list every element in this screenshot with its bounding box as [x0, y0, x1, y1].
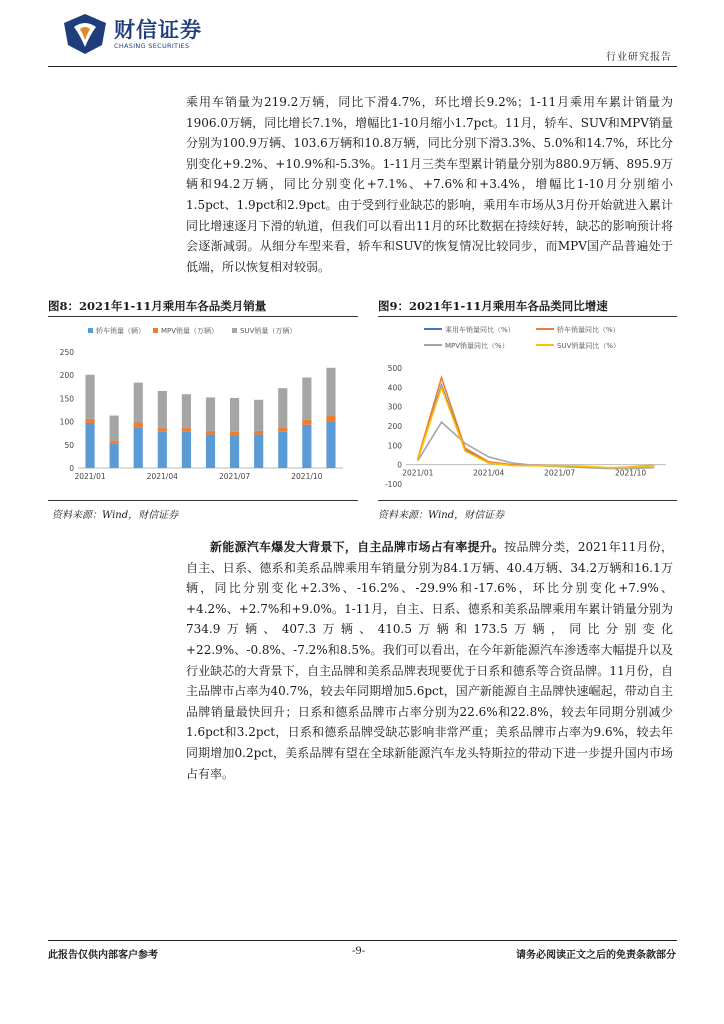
y-tick-label: 300	[387, 402, 402, 412]
figure-8-bottom-rule	[48, 500, 358, 501]
legend-label-2: MPV销量同比（%）	[445, 342, 509, 350]
report-type-label: 行业研究报告	[606, 52, 672, 63]
paragraph-1-text: 乘用车销量为219.2万辆，同比下滑4.7%，环比增长9.2%；1-11月乘用车累计销量为1906.0万辆，同比增长7.1%，增幅比1-10月缩小1.7pct。11月，轿车、SUV和MPV销量分别为100.9万辆、103.6万辆和10.8万辆，同比分别下滑3.3%、5.0%和14.7%，环比分别变化+9.2%、+10.9%和-5.3%。1-11月三类车型累计销量分别为880.9万辆、895.9万辆和94.2万辆，同比分别变化+7.1%、+7.6%和+3.4%，增幅比1-10月分别缩小1.5pct、1.9pct和2.9pct。由于受到行业缺芯的影响，乘用车市场从3月份开始就进入累计同比增速逐月下滑的轨道，但我们可以看出11月的环比数据在持续好转，缺芯的影响预计将会逐渐减弱。从细分车型来看，轿车和SUV的恢复情况比较同步，而MPV国产品普遍处于低端，所以恢复相对较弱。	[186, 95, 673, 274]
bar-segment-0	[206, 435, 215, 468]
bar-segment-0	[134, 427, 143, 468]
footer-divider	[48, 940, 677, 941]
bar-segment-1	[182, 428, 191, 432]
bar-segment-2	[278, 388, 287, 427]
x-tick-label: 2021/01	[402, 468, 434, 478]
bar-segment-2	[326, 368, 335, 416]
bar-segment-0	[254, 435, 263, 468]
series-line-2	[418, 422, 654, 468]
bar-segment-2	[110, 416, 119, 441]
x-tick-label: 2021/07	[219, 472, 251, 481]
footer-disclaimer-right: 请务必阅读正文之后的免责条款部分	[516, 950, 676, 961]
legend-label-0: 乘用车销量同比（%）	[445, 326, 515, 334]
bar-segment-1	[302, 420, 311, 425]
y-tick-label: 250	[59, 348, 74, 357]
bar-segment-1	[85, 419, 94, 423]
bar-segment-1	[326, 416, 335, 421]
legend-swatch-2	[232, 328, 237, 333]
body-paragraph-1	[186, 92, 673, 277]
legend-label-1: MPV销量（万辆）	[161, 327, 219, 335]
legend-label-3: SUV销量同比（%）	[557, 342, 621, 350]
body-paragraph-2	[186, 537, 673, 784]
bar-segment-2	[182, 394, 191, 428]
figure-9-line-chart	[366, 320, 677, 495]
x-tick-label: 2021/10	[291, 472, 323, 481]
bar-segment-1	[134, 423, 143, 428]
x-tick-label: 2021/04	[146, 472, 178, 481]
figure-9-source: 资料来源：Wind，财信证券	[378, 510, 505, 521]
page-number: -9-	[352, 946, 366, 957]
y-tick-label: 500	[387, 364, 402, 373]
bar-segment-1	[158, 428, 167, 432]
bar-segment-2	[134, 383, 143, 423]
bar-segment-1	[206, 431, 215, 435]
series-line-3	[418, 387, 654, 467]
y-tick-label: 200	[387, 422, 402, 431]
figure-8-source: 资料来源：Wind，财信证券	[52, 510, 179, 521]
bar-segment-1	[110, 441, 119, 444]
y-tick-label: -100	[384, 480, 402, 489]
bar-segment-2	[254, 400, 263, 431]
bar-segment-2	[206, 397, 215, 430]
x-tick-label: 2021/07	[544, 468, 576, 478]
x-tick-label: 2021/04	[473, 468, 505, 478]
legend-label-0: 轿车销量（辆）	[96, 327, 145, 335]
x-tick-label: 2021/01	[74, 472, 106, 481]
company-logo-english: CHASING SECURITIES	[114, 42, 190, 50]
bar-segment-1	[254, 431, 263, 435]
y-tick-label: 100	[59, 417, 74, 427]
legend-label-1: 轿车销量同比（%）	[557, 326, 620, 334]
bar-segment-1	[230, 432, 239, 436]
bar-segment-0	[110, 443, 119, 468]
bar-segment-2	[158, 391, 167, 428]
header-divider	[48, 66, 677, 67]
bar-segment-0	[278, 432, 287, 468]
x-tick-label: 2021/10	[614, 468, 647, 478]
y-tick-label: 100	[387, 441, 402, 451]
bar-segment-2	[85, 375, 94, 419]
legend-label-2: SUV销量（万辆）	[240, 327, 297, 335]
bar-segment-0	[85, 423, 94, 468]
figure-8-title-rule	[48, 316, 358, 317]
legend-swatch-0	[88, 328, 93, 333]
bar-segment-0	[182, 432, 191, 468]
series-line-1	[418, 378, 654, 469]
bar-segment-0	[326, 421, 335, 468]
y-tick-label: 150	[59, 394, 74, 404]
figure-9-title: 图9：2021年1-11月乘用车各品类同比增速	[378, 299, 608, 313]
figure-9-bottom-rule	[378, 500, 677, 501]
y-tick-label: 400	[387, 383, 402, 393]
y-tick-label: 200	[59, 371, 74, 381]
legend-swatch-1	[153, 328, 158, 333]
footer-disclaimer-left: 此报告仅供内部客户参考	[48, 950, 158, 961]
bar-segment-0	[158, 432, 167, 468]
paragraph-2-text: 按品牌分类，2021年11月份，自主、日系、德系和美系品牌乘用车销量分别为84.1万辆、40.4万辆、34.2万辆和16.1万辆，同比分别变化+2.3%、-16.2%、-29.9%和-17.6%，环比分别变化+7.9%、+4.2%、+2.7%和+9.0%。1-11月，自主、日系、德系和美系品牌乘用车累计销量分别为734.9万辆、407.3万辆、410.5万辆和173.5万辆，同比分别变化+22.9%、-0.8%、-7.2%和8.5%。我们可以看出，在今年新能源汽车渗透率大幅提升以及行业缺芯的大背景下，自主品牌和美系品牌表现要优于日系和德系等合资品牌。11月份，自主品牌市占率为40.7%，较去年同期增加5.6pct，国产新能源自主品牌快速崛起，带动自主品牌销量最快回升；日系和德系品牌市占率分别为22.6%和22.8%，较去年同期分别减少1.6pct和3.2pct，日系和德系品牌受缺芯影响非常严重；美系品牌市占率为9.6%，较去年同期增加0.2pct，美系品牌有望在全球新能源汽车龙头特斯拉的带动下进一步提升国内市场占有率。	[186, 540, 673, 781]
bar-segment-0	[230, 436, 239, 468]
figure-8-stacked-bar-chart	[48, 320, 358, 495]
company-logo-chinese: 财信证券	[114, 18, 202, 42]
figure-9-title-rule	[378, 316, 677, 317]
y-tick-label: 0	[397, 460, 402, 470]
y-tick-label: 0	[69, 464, 74, 473]
company-logo-icon	[62, 13, 108, 55]
figure-8-title: 图8：2021年1-11月乘用车各品类月销量	[48, 299, 267, 313]
paragraph-2-lead: 新能源汽车爆发大背景下，自主品牌市场占有率提升。	[210, 540, 505, 554]
series-line-0	[418, 385, 654, 468]
bar-segment-1	[278, 428, 287, 432]
bar-segment-2	[230, 398, 239, 432]
y-tick-label: 50	[64, 440, 74, 450]
bar-segment-2	[302, 378, 311, 420]
bar-segment-0	[302, 425, 311, 468]
